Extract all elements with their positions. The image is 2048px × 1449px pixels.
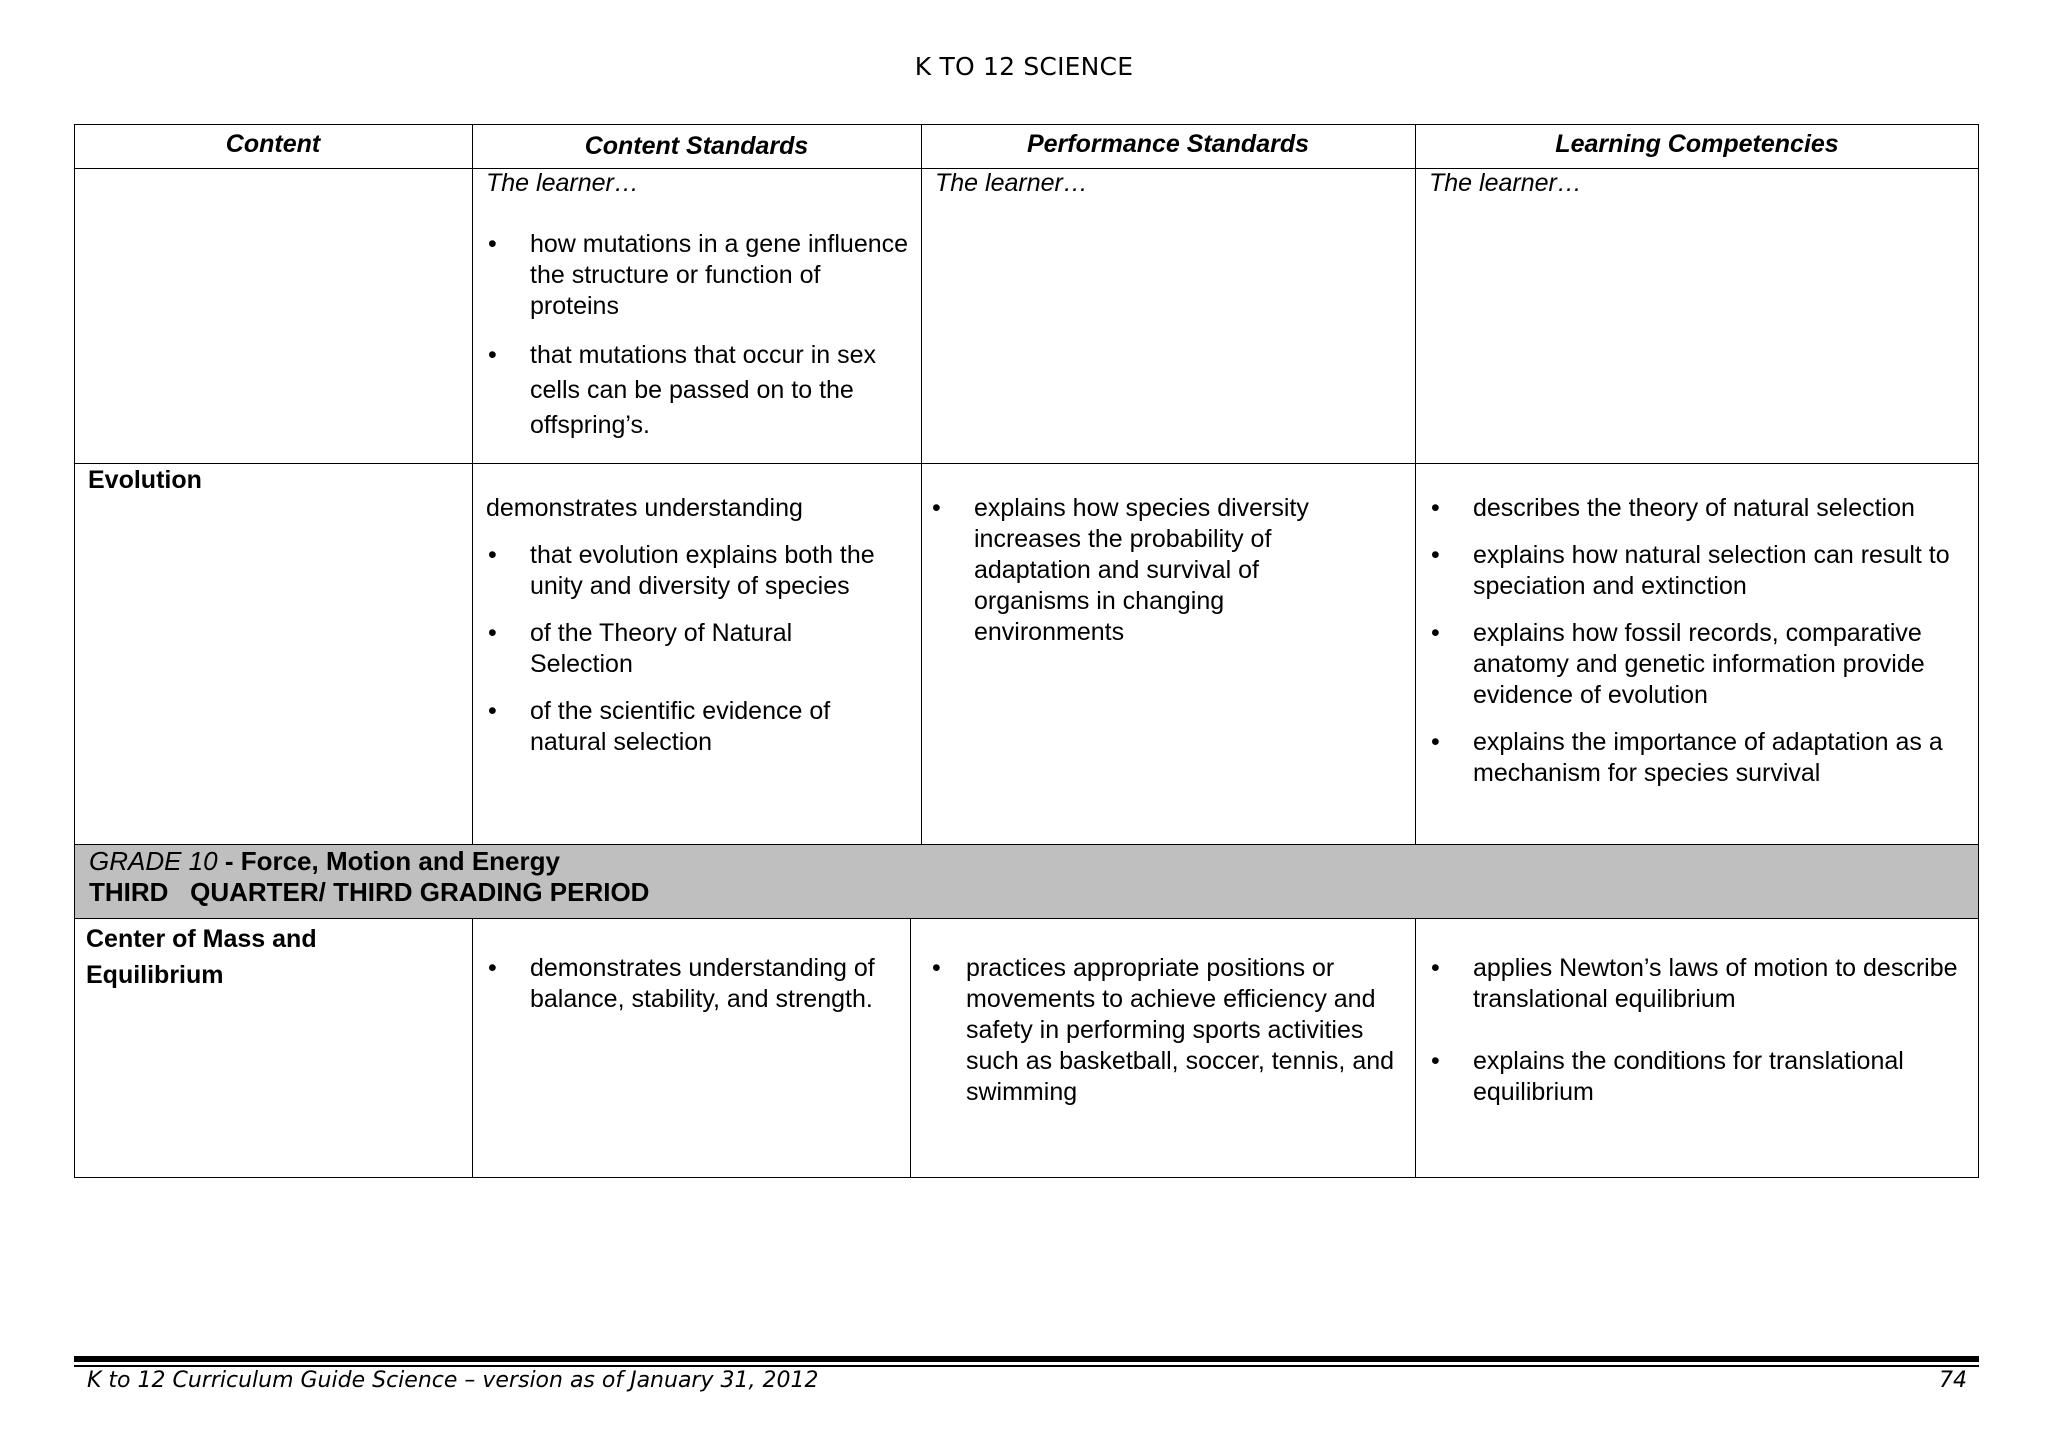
- row1-performance-standards-cell: [935, 168, 1405, 199]
- col-divider-2-lower: [910, 918, 911, 1178]
- row3-cs-list: [486, 953, 910, 1015]
- row1-divider: [74, 463, 1979, 464]
- row1-ps-intro: The learner…: [935, 169, 1088, 197]
- page-header: K TO 12 SCIENCE: [914, 52, 1134, 81]
- row2-learning-competencies-cell: [1429, 493, 1969, 805]
- row1-cs-intro: The learner…: [486, 169, 639, 197]
- table-border-bottom: [74, 1177, 1979, 1178]
- header-performance-standards: Performance Standards: [1026, 130, 1310, 158]
- row3-lc-list: [1429, 953, 1969, 1108]
- row3-content: Center of Mass and Equilibrium: [86, 925, 317, 989]
- list-item: • that mutations that occur in sex cells can be passed on to the offspring’s.: [486, 338, 914, 443]
- row2-divider: [74, 844, 1979, 845]
- row1-cs-list: [486, 229, 914, 443]
- band-divider: [74, 918, 1979, 919]
- row2-ps-list: [930, 493, 1390, 648]
- col-divider-1-upper: [472, 124, 473, 844]
- list-item: • explains how fossil records, comparative anatomy and genetic information provide evidence of evolution: [1429, 618, 1969, 711]
- list-item: • of the scientific evidence of natural selection: [486, 696, 914, 758]
- footer-version: K to 12 Curriculum Guide Science – version as of January 31, 2012: [87, 1368, 819, 1393]
- list-item: • practices appropriate positions or movements to achieve efficiency and safety in performing sports activities such as basketball, soccer, tennis, and swimming: [930, 953, 1410, 1108]
- topic-label: - Force, Motion and Energy: [217, 846, 560, 876]
- row2-content: Evolution: [88, 466, 202, 494]
- row2-cs-intro: demonstrates understanding: [486, 494, 803, 522]
- table-border-right: [1978, 124, 1979, 1178]
- footer-rule-thick: [74, 1356, 1979, 1362]
- table-border-left: [74, 124, 75, 1178]
- list-item: • explains the conditions for translational equilibrium: [1429, 1046, 1969, 1108]
- row3-ps-list: [930, 953, 1410, 1108]
- row3-learning-competencies-cell: [1429, 953, 1969, 1124]
- row3-content-standards-cell: [486, 953, 910, 1031]
- header-learning-competencies: Learning Competencies: [1555, 130, 1839, 158]
- page-number: 74: [1939, 1368, 1967, 1393]
- header-content-standards: Content Standards: [584, 132, 809, 160]
- row1-lc-intro: The learner…: [1429, 169, 1582, 197]
- list-item: • how mutations in a gene influence the structure or function of proteins: [486, 229, 914, 322]
- row2-content-standards-cell: [486, 493, 914, 774]
- row1-content-standards-cell: [486, 168, 914, 459]
- row3-performance-standards-cell: [930, 953, 1410, 1124]
- footer-rule-thin: [74, 1365, 1979, 1367]
- list-item: • explains how natural selection can result to speciation and extinction: [1429, 540, 1969, 602]
- grade-label: GRADE 10: [89, 846, 218, 876]
- list-item: • explains how species diversity increases the probability of adaptation and survival of organisms in changing environments: [930, 493, 1390, 648]
- col-divider-1-lower: [472, 918, 473, 1178]
- section-heading: [89, 846, 649, 908]
- list-item: • of the Theory of Natural Selection: [486, 618, 914, 680]
- row1-learning-competencies-cell: [1429, 168, 1969, 199]
- row2-lc-list: [1429, 493, 1969, 789]
- curriculum-table: [74, 124, 1979, 1178]
- list-item: • demonstrates understanding of balance, stability, and strength.: [486, 953, 910, 1015]
- row2-performance-standards-cell: [930, 493, 1390, 664]
- row2-cs-list: [486, 540, 914, 758]
- header-content: Content: [225, 130, 321, 158]
- col-divider-3-upper: [1415, 124, 1416, 844]
- list-item: • describes the theory of natural selection: [1429, 493, 1969, 524]
- list-item: • applies Newton’s laws of motion to describe translational equilibrium: [1429, 953, 1969, 1015]
- list-item: • explains the importance of adaptation as a mechanism for species survival: [1429, 727, 1969, 789]
- col-divider-2-upper: [921, 124, 922, 844]
- list-item: • that evolution explains both the unity and diversity of species: [486, 540, 914, 602]
- quarter-label: THIRD QUARTER/ THIRD GRADING PERIOD: [89, 877, 650, 907]
- col-divider-3-lower: [1415, 918, 1416, 1178]
